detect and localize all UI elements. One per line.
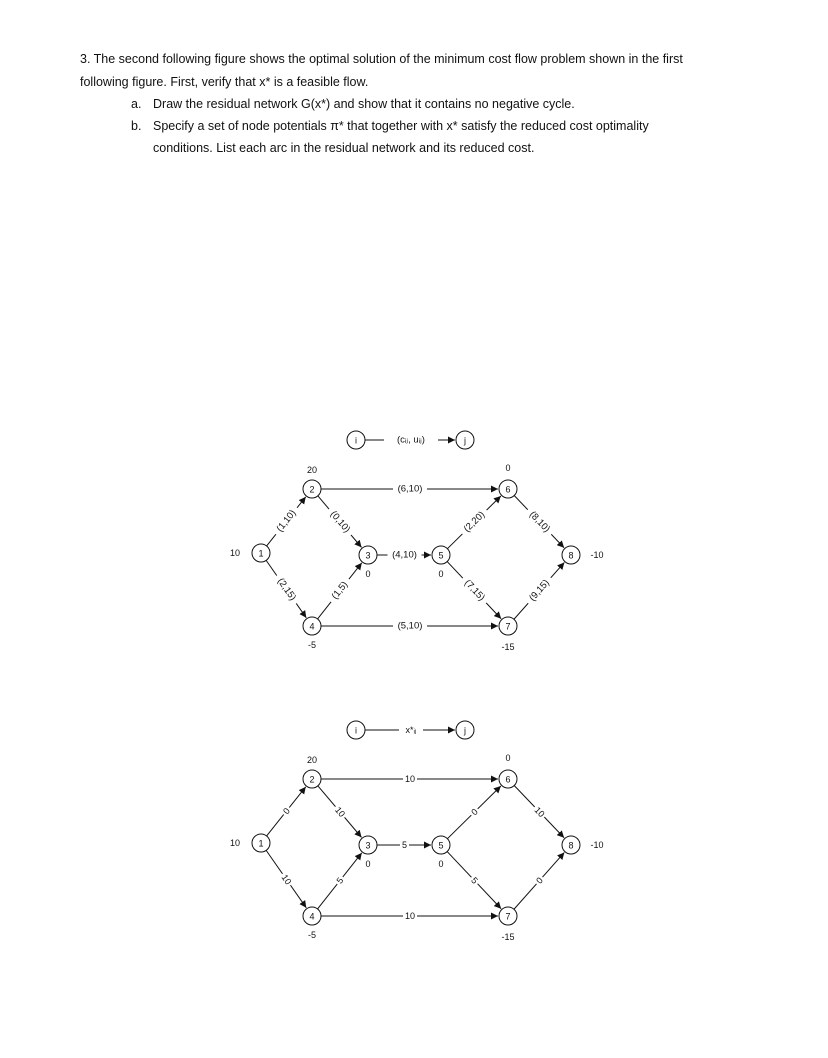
fig2-supply-6: 0 [505, 753, 511, 763]
fig2-arc-label-6-8: 10 [532, 804, 547, 820]
fig2-arc-label-3-5: 5 [401, 840, 408, 850]
fig1-supply-3: 0 [365, 569, 371, 579]
fig1-legend-node-i-label: i [355, 435, 357, 446]
fig1-supply-8: -10 [590, 550, 604, 560]
fig1-node-6-label: 6 [505, 484, 511, 495]
fig2-node-7-label: 7 [505, 911, 511, 922]
fig1-node-2-label: 2 [309, 484, 315, 495]
fig1-legend-node-j-label: j [464, 435, 466, 446]
fig1-arc-label-5-6: (2,20) [461, 509, 488, 535]
fig2-supply-3: 0 [365, 859, 371, 869]
fig2-node-2-label: 2 [309, 774, 315, 785]
problem-statement-line-1: 3. The second following figure shows the optimal solution of the minimum cost flow problem shown in the first [80, 52, 683, 66]
fig2-node-6-label: 6 [505, 774, 511, 785]
fig1-node-7-label: 7 [505, 621, 511, 632]
fig2-legend-node-j-label: j [464, 725, 466, 736]
fig2-node-8-label: 8 [568, 840, 574, 851]
fig1-supply-4: -5 [307, 640, 317, 650]
fig2-node-1-label: 1 [258, 838, 264, 849]
part-b-text-1: Specify a set of node potentials π* that together with x* satisfy the reduced cost optimality [153, 119, 649, 133]
part-b-marker: b. [131, 119, 142, 133]
fig2-node-4-label: 4 [309, 911, 315, 922]
fig1-node-5-label: 5 [438, 550, 444, 561]
fig1-arc-label-2-6: (6,10) [397, 483, 423, 495]
fig2-arc-label-5-6: 0 [469, 806, 480, 818]
fig2-node-3-label: 3 [365, 840, 371, 851]
fig2-supply-5: 0 [438, 859, 444, 869]
fig1-arc-label-3-5: (4,10) [392, 549, 417, 561]
fig1-arc-label-1-2: (1,10) [274, 507, 299, 535]
part-b-text-2: conditions. List each arc in the residual network and its reduced cost. [153, 141, 535, 155]
fig1-supply-5: 0 [438, 569, 444, 579]
fig1-node-8-label: 8 [568, 550, 574, 561]
fig2-arc-label-1-2: 0 [281, 805, 292, 817]
fig1-supply-6: 0 [505, 463, 511, 473]
fig1-arc-label-7-8: (9,15) [527, 577, 552, 604]
fig1-arc-label-6-8: (8,10) [526, 509, 553, 535]
fig2-arc-label-2-3: 10 [332, 804, 348, 820]
fig2-supply-4: -5 [307, 930, 317, 940]
fig2-arc-label-4-3: 5 [334, 875, 346, 886]
part-a-marker: a. [131, 97, 142, 111]
fig2-supply-8: -10 [590, 840, 604, 850]
fig1-arc-label-2-3: (0,10) [327, 508, 353, 536]
fig1-supply-1: 10 [229, 548, 241, 558]
fig2-supply-2: 20 [306, 755, 318, 765]
fig2-legend-node-i-label: i [355, 725, 357, 736]
fig1-supply-2: 20 [306, 465, 318, 475]
fig2-arc-label-4-7: 10 [404, 911, 416, 921]
fig1-node-3-label: 3 [365, 550, 371, 561]
fig1-arc-label-4-3: (1,5) [329, 579, 351, 602]
fig1-node-1-label: 1 [258, 548, 264, 559]
part-a-text: Draw the residual network G(x*) and show that it contains no negative cycle. [153, 97, 575, 111]
fig1-arc-label-1-4: (2,15) [274, 576, 299, 603]
fig2-arc-label-7-8: 0 [534, 875, 545, 886]
fig2-legend-label: x*ᵢⱼ [405, 725, 417, 735]
fig2-arc-label-1-4: 10 [279, 872, 294, 887]
problem-statement-line-2: following figure. First, verify that x* is a feasible flow. [80, 75, 369, 89]
fig2-node-5-label: 5 [438, 840, 444, 851]
fig2-supply-1: 10 [229, 838, 241, 848]
fig1-node-4-label: 4 [309, 621, 315, 632]
fig1-supply-7: -15 [501, 642, 515, 652]
fig1-arc-label-4-7: (5,10) [397, 620, 423, 632]
fig1-arc-label-5-7: (7,15) [461, 577, 488, 604]
fig1-legend-label: (cᵢⱼ, uᵢⱼ) [397, 434, 425, 446]
fig2-arc-label-5-7: 5 [469, 875, 480, 886]
fig2-supply-7: -15 [501, 932, 515, 942]
fig2-arc-label-2-6: 10 [404, 774, 416, 784]
